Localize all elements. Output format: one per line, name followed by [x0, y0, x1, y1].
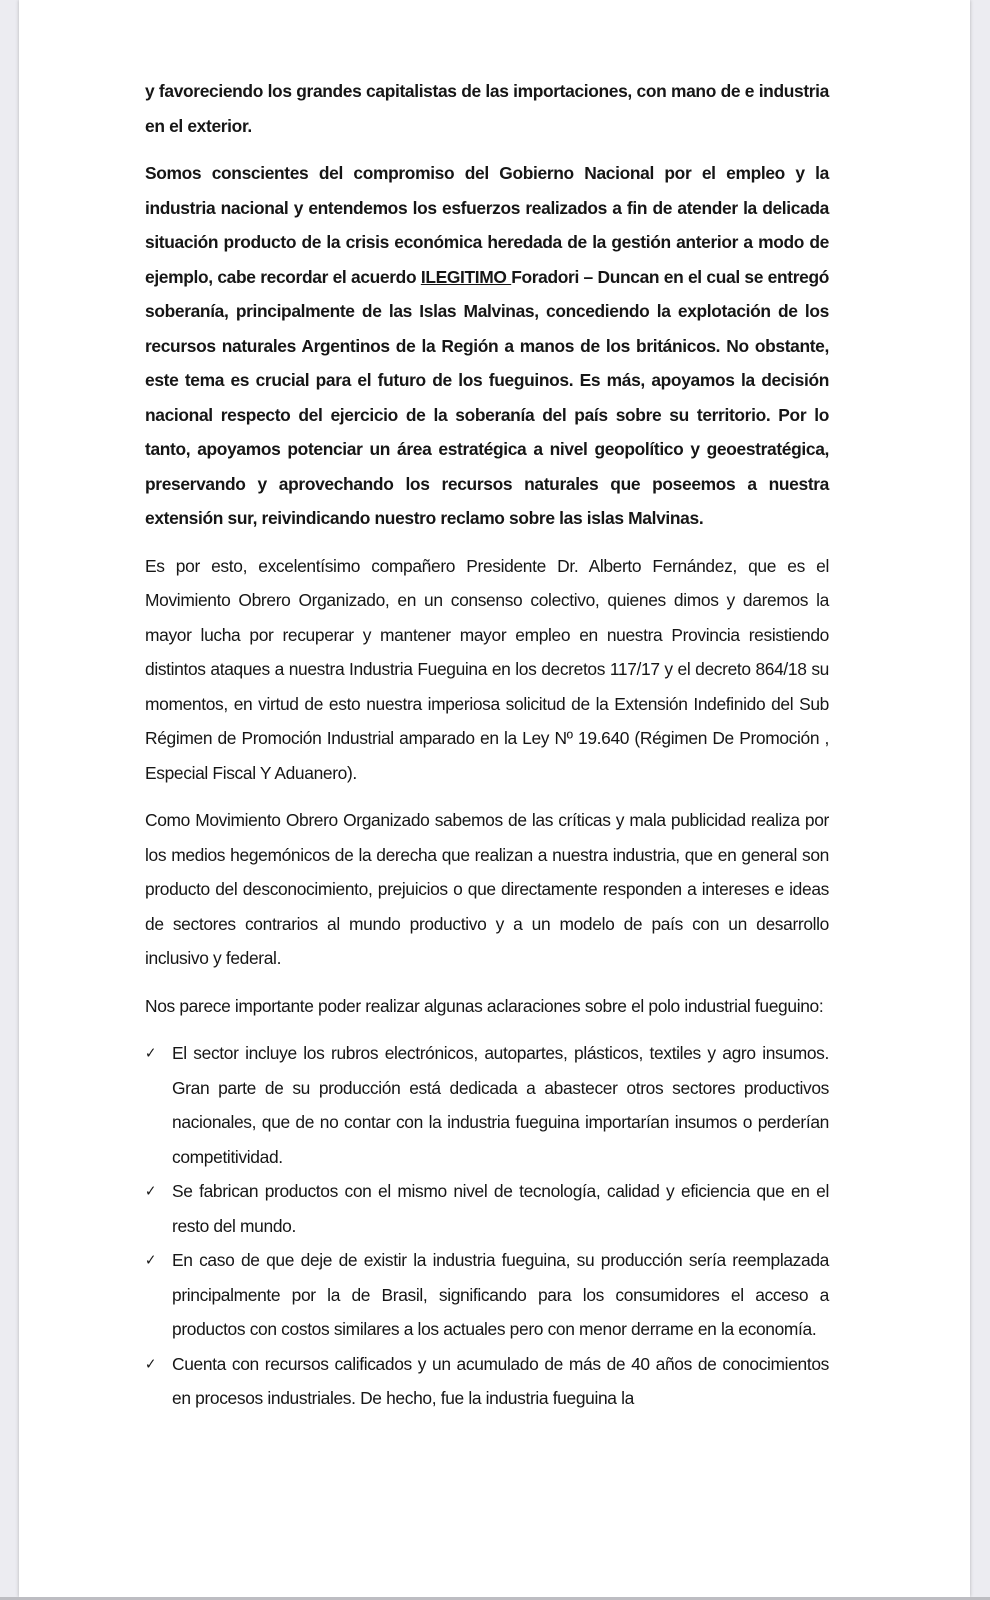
- paragraph-criticas: Como Movimiento Obrero Organizado sabemos de las críticas y mala publicidad realiza por los medios hegemónicos de la derecha que realizan a nuestra industria, que en general son producto del desconocimiento, prejuicios o que directamente responden a intereses e ideas de sectores contrarios al mundo productivo y a un modelo de país con un desarrollo inclusivo y federal.: [145, 810, 829, 968]
- paragraph-text: Somos conscientes del compromiso del Gobierno Nacional por el empleo y la industria nacional y entendemos los esfuerzos realizados a fin de atender la delicada situación producto de la crisis económica heredada de la gestión anterior a modo de ejemplo, cabe recordar el acuerdo: [145, 163, 829, 287]
- paragraph-text: Foradori – Duncan en el cual se entregó soberanía, principalmente de las Islas Malvinas, concediendo la explotación de los recursos naturales Argentinos de la Región a manos de los británicos. No obstante, este tema es crucial para el futuro de los fueguinos. Es más, apoyamos la decisión nacional respecto del ejercicio de la soberanía del país sobre su territorio. Por lo tanto, apoyamos potenciar un área estratégica a nivel geopolítico y geoestratégica, preservando y aprovechando los recursos naturales que poseemos a nuestra extensión sur, reivindicando nuestro reclamo sobre las islas Malvinas.: [145, 266, 830, 528]
- document-body: [145, 74, 829, 1416]
- paragraph-presidente: Es por esto, excelentísimo compañero Presidente Dr. Alberto Fernández, que es el Movimiento Obrero Organizado, en un consenso colectivo, quienes dimos y daremos la mayor lucha por recuperar y mantener mayor empleo en nuestra Provincia resistiendo distintos ataques a nuestra Industria Fueguina en los decretos 117/17 y el decreto 864/18 su momentos, en virtud de esto nuestra imperiosa solicitud de la Extensión Indefinido del Sub Régimen de Promoción Industrial amparado en la Ley Nº 19.640 (Régimen De Promoción , Especial Fiscal Y Aduanero).: [145, 555, 829, 783]
- paragraph-compromiso-gobierno: [145, 156, 829, 536]
- checklist: [145, 1036, 829, 1416]
- list-item: [145, 1347, 829, 1416]
- list-item: [145, 1036, 829, 1174]
- list-item-text: El sector incluye los rubros electrónicos, autopartes, plásticos, textiles y agro insumos. Gran parte de su producción está dedicada a abastecer otros sectores productivos nacionales, que de no contar con la industria fueguina importarían insumos o perderían competitividad.: [172, 1043, 829, 1167]
- check-mark-icon: ✓: [145, 1044, 156, 1062]
- check-mark-icon: ✓: [145, 1251, 156, 1269]
- paragraph-continuation: y favoreciendo los grandes capitalistas de las importaciones, con mano de e industria en el exterior.: [145, 81, 829, 136]
- list-item-text: Se fabrican productos con el mismo nivel de tecnología, calidad y eficiencia que en el resto del mundo.: [172, 1181, 829, 1236]
- check-mark-icon: ✓: [145, 1182, 156, 1200]
- list-item: [145, 1243, 829, 1347]
- document-page: [19, 0, 970, 1597]
- paragraph-aclaraciones: Nos parece importante poder realizar algunas aclaraciones sobre el polo industrial fueguino:: [145, 995, 824, 1016]
- list-item-text: Cuenta con recursos calificados y un acumulado de más de 40 años de conocimientos en procesos industriales. De hecho, fue la industria fueguina la: [172, 1353, 829, 1408]
- list-item-text: En caso de que deje de existir la industria fueguina, su producción sería reemplazada principalmente por la de Brasil, significando para los consumidores el acceso a productos con costos similares a los actuales pero con menor derrame en la economía.: [172, 1250, 829, 1339]
- list-item: [145, 1174, 829, 1243]
- underlined-ilegitimo: ILEGITIMO: [420, 266, 512, 287]
- check-mark-icon: ✓: [145, 1354, 156, 1373]
